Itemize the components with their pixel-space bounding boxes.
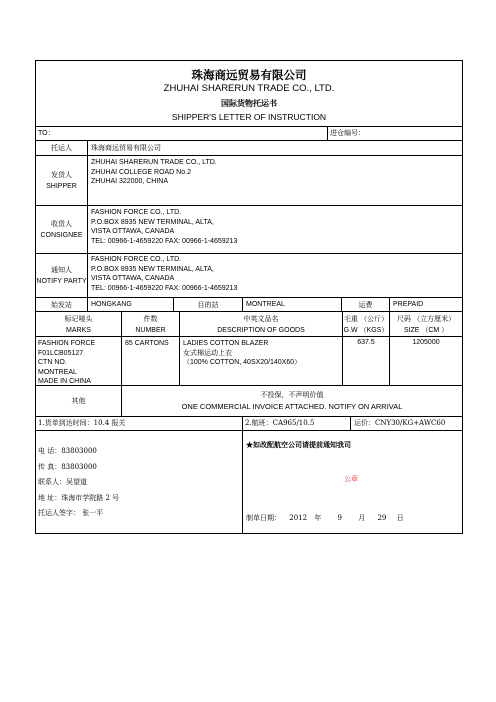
desc-cell <box>179 337 342 386</box>
warehouse-no-label: 进仓编号： <box>327 127 462 141</box>
notify-row <box>36 253 462 298</box>
consignee-line: TEL: 00966-1-4659220 FAX: 00966-1-4659213 <box>91 237 238 245</box>
dest-label: 目的站 <box>173 298 242 312</box>
size-header <box>389 312 462 337</box>
consignor-row <box>36 140 462 156</box>
gw-header-en: G.W （KGS） <box>343 326 389 334</box>
doc-title-cn: 国际货物托运书 <box>221 98 277 108</box>
desc-line: （100% COTTON, 40SX20/140X60） <box>183 359 302 366</box>
arrival-time: 1.货单到达时间：10.4 报关 <box>38 419 126 427</box>
route-row <box>36 297 462 312</box>
size-header-cn: 尺码 （立方厘米） <box>396 314 456 323</box>
consignee-label-cn: 收货人 <box>51 220 72 228</box>
gw-cell: 637.5 <box>342 337 389 386</box>
marks-header-en: MARKS <box>66 326 91 334</box>
other-content <box>121 386 462 417</box>
goods-header-row <box>36 311 462 337</box>
notify-line: VISTA OTTAWA, CANADA <box>91 275 175 282</box>
size-header-en: SIZE （CM ） <box>403 326 449 334</box>
flight-info: 2.航班：CA965/10.5 <box>242 417 350 431</box>
shippers-letter-form <box>35 60 463 534</box>
shipper-label-en: SHIPPER <box>46 183 77 190</box>
shipper-label-cn: 发货人 <box>51 171 72 179</box>
number-header <box>121 312 179 337</box>
consignor-value: 珠海商远贸易有限公司 <box>87 141 462 156</box>
company-seal: 公章 <box>344 475 358 483</box>
goods-row <box>36 336 462 386</box>
consignee-label <box>36 206 87 254</box>
date-day: 29 <box>377 514 387 522</box>
prepared-date <box>246 513 404 523</box>
company-name-en: ZHUHAI SHARERUN TRADE CO., LTD. <box>163 83 335 94</box>
doc-title-en: SHIPPER'S LETTER OF INSTRUCTION <box>171 112 327 122</box>
desc-header-en: DESCRIPTION OF GOODS <box>217 326 305 334</box>
number-header-en: NUMBER <box>135 326 166 334</box>
shipper-line: ZHUHAI 322000, CHINA <box>91 178 169 185</box>
notify-label <box>36 254 87 298</box>
date-year-unit: 年 <box>314 514 322 522</box>
number-cell: 85 CARTONS <box>121 337 179 386</box>
date-day-unit: 日 <box>396 514 404 522</box>
date-year: 2012 <box>289 514 308 522</box>
carrier-notice-block <box>242 431 462 533</box>
shipper-label <box>36 156 87 206</box>
carrier-change-notice: ★如改配航空公司请提前通知我司 <box>246 440 351 449</box>
notify-line: TEL: 00966-1-4659220 FAX: 00966-1-4659213 <box>91 284 238 292</box>
freight-value: PREPAID <box>389 298 462 312</box>
gw-header-cn: 毛重 （公斤） <box>343 314 389 323</box>
shipper-line: ZHUHAI SHARERUN TRADE CO., LTD. <box>91 159 217 166</box>
origin-label: 始发站 <box>51 300 72 309</box>
dest-value: MONTREAL <box>242 298 341 312</box>
desc-line: LADIES COTTON BLAZER <box>183 340 269 347</box>
marks-line: MADE IN CHINA <box>38 378 91 385</box>
marks-line: F01LCB05127 <box>38 349 84 357</box>
to-row <box>36 126 462 141</box>
other-line: ONE COMMERCIAL INVOICE ATTACHED. NOTIFY ON ARRIVAL <box>181 402 403 411</box>
marks-line: CTN NO. <box>38 359 67 366</box>
contact-info <box>38 431 238 533</box>
date-label: 制单日期： <box>246 514 281 522</box>
shipper-address <box>87 156 462 206</box>
notify-address <box>87 254 462 298</box>
shipper-row <box>36 155 462 206</box>
date-month: 9 <box>337 514 342 522</box>
marks-header-cn: 标记唛头 <box>64 314 93 323</box>
contact-person: 联系人：吴望道 <box>38 478 87 486</box>
date-month-unit: 月 <box>358 514 366 522</box>
company-name-cn: 珠海商远贸易有限公司 <box>191 68 307 82</box>
notify-label-en: NOTIFY PARTY <box>36 278 87 285</box>
marks-header <box>36 312 121 337</box>
consignee-line: FASHION FORCE CO., LTD. <box>91 209 182 216</box>
shipper-line: ZHUHAI COLLEGE ROAD No.2 <box>91 168 191 176</box>
notify-label-cn: 通知人 <box>51 266 72 274</box>
consignee-address <box>87 206 462 254</box>
number-header-cn: 件数 <box>143 314 158 323</box>
other-line: 不投保，不声明价值 <box>260 391 324 399</box>
other-row <box>36 385 462 417</box>
desc-header-cn: 中英文品名 <box>243 314 279 323</box>
tel-line: 电 话：83803000 <box>38 447 97 455</box>
desc-line: 女式棉运动上衣 <box>183 348 232 357</box>
fax-line: 传 真：83803000 <box>38 462 97 471</box>
origin-value: HONGKANG <box>87 298 173 312</box>
marks-cell <box>36 337 121 386</box>
bottom-block <box>36 430 462 533</box>
consignee-line: P.O.BOX 8935 NEW TERMINAL, ALTA, <box>91 218 214 226</box>
freight-label: 运费 <box>341 298 389 312</box>
freight-rate: 运价：CNY30/KG+AWC60 <box>350 417 462 431</box>
consignee-line: VISTA OTTAWA, CANADA <box>91 228 175 235</box>
address-line: 地 址：珠海市学院路 2 号 <box>38 493 120 502</box>
other-label: 其他 <box>71 397 86 405</box>
marks-line: FASHION FORCE <box>38 340 96 347</box>
size-cell: 1205000 <box>389 337 462 386</box>
consignor-signature: 托运人签字： 张一平 <box>38 509 104 517</box>
to-label: TO： <box>38 130 55 137</box>
consignee-row <box>36 205 462 254</box>
consignee-label-en: CONSIGNEE <box>40 232 83 239</box>
gw-header <box>342 312 389 337</box>
delivery-row <box>36 416 462 431</box>
notify-line: FASHION FORCE CO., LTD. <box>91 256 182 263</box>
desc-header <box>179 312 342 337</box>
consignor-label: 托运人 <box>51 144 72 152</box>
notify-line: P.O.BOX 8935 NEW TERMINAL, ALTA, <box>91 265 214 273</box>
marks-line: MONTREAL <box>38 368 77 376</box>
